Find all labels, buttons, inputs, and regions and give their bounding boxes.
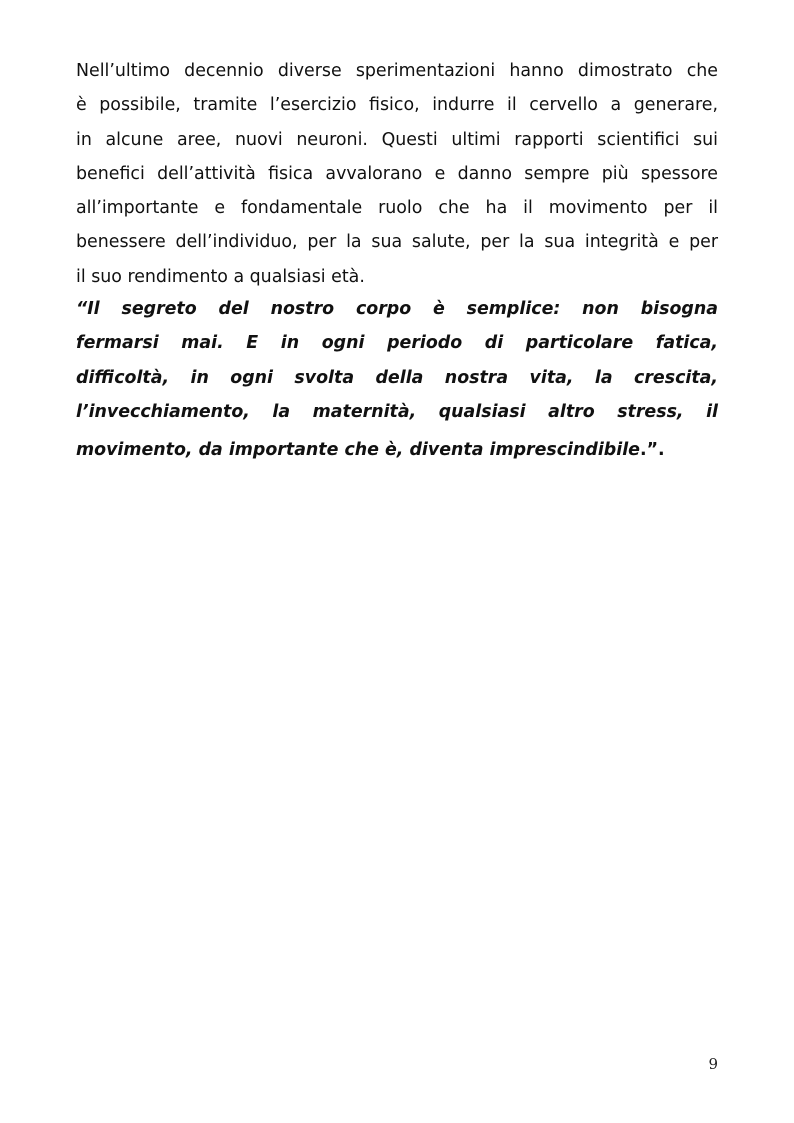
paragraph-line: in alcune aree, nuovi neuroni. Questi ultimi rapporti scientifici sui [76, 129, 718, 150]
paragraph-line: il suo rendimento a qualsiasi età. [76, 266, 365, 287]
quote-paragraph [76, 292, 718, 467]
quote-last-line [76, 433, 718, 467]
quote-line: difficoltà, in ogni svolta della nostra vita, la crescita, [76, 367, 718, 388]
quote-line: “Il segreto del nostro corpo è semplice: non bisogna [76, 299, 718, 319]
quote-line: movimento, da importante che è, diventa imprescindibile [76, 440, 640, 461]
quote-line: fermarsi mai. E in ogni periodo di particolare fatica, [76, 333, 718, 354]
paragraph-line: benefici dell’attività fisica avvalorano e danno sempre più spessore [76, 163, 718, 184]
body-paragraph [76, 54, 718, 294]
paragraph-line: all’importante e fondamentale ruolo che ha il movimento per il [76, 198, 718, 219]
quote-closing: .”. [639, 440, 665, 461]
paragraph-line: è possibile, tramite l’esercizio fisico, indurre il cervello a generare, [76, 95, 718, 116]
quote-line: l’invecchiamento, la maternità, qualsiasi altro stress, il [76, 401, 718, 422]
paragraph-line: Nell’ultimo decennio diverse sperimentazioni hanno dimostrato che [76, 61, 718, 81]
paragraph-line: benessere dell’individuo, per la sua salute, per la sua integrità e per [76, 232, 718, 253]
page-number: 9 [708, 1055, 718, 1073]
